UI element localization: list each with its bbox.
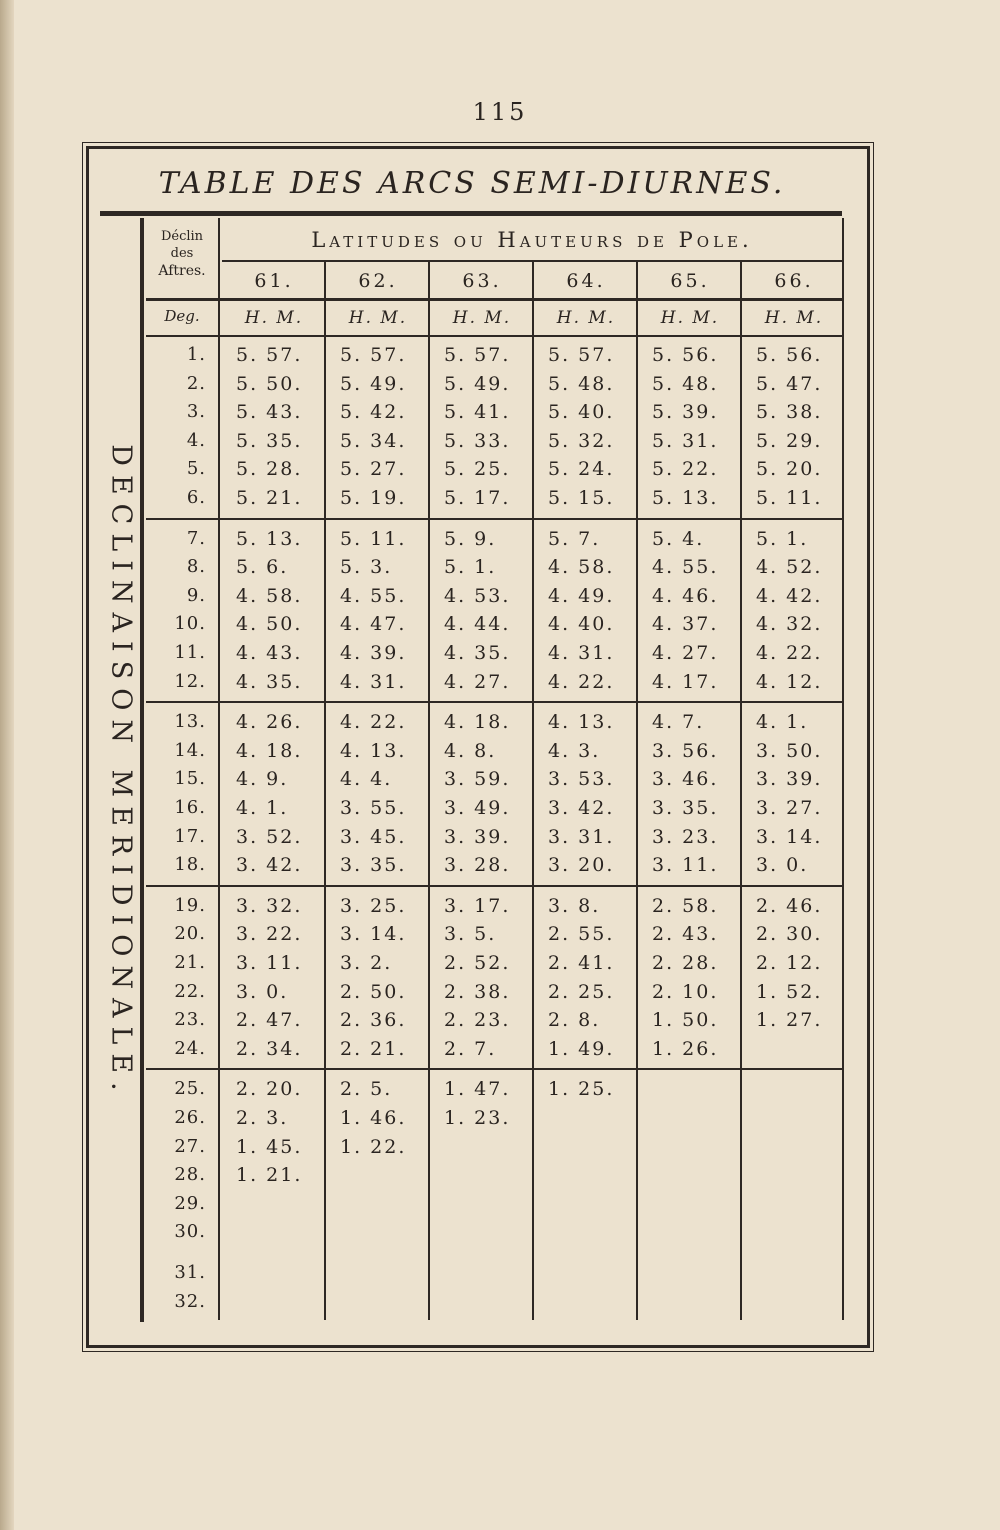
latitude-column-62: 62. bbox=[358, 270, 398, 292]
arc-value: 5. 57. bbox=[444, 344, 511, 366]
arc-value: 5. 31. bbox=[652, 429, 719, 452]
arc-value: 5. 24. bbox=[548, 458, 615, 481]
declination-degree: 9. bbox=[186, 584, 206, 606]
declin-label-2: des bbox=[170, 246, 194, 261]
title-rule bbox=[100, 211, 842, 216]
arc-value: 5. 41. bbox=[444, 401, 511, 424]
arc-value: 5. 19. bbox=[340, 487, 407, 509]
arc-value: 4. 46. bbox=[652, 584, 719, 607]
arc-value: 3. 42. bbox=[548, 797, 615, 819]
arc-value: 2. 41. bbox=[548, 952, 615, 974]
arc-value: 5. 27. bbox=[340, 458, 407, 481]
arc-value: 4. 27. bbox=[444, 670, 511, 693]
arc-value: 5. 39. bbox=[652, 401, 719, 424]
arc-value: 4. 39. bbox=[340, 642, 407, 664]
arc-value: 5. 1. bbox=[756, 527, 809, 550]
arc-value: 3. 5. bbox=[444, 923, 497, 946]
arc-value: 3. 17. bbox=[444, 894, 511, 917]
page-edge-shadow bbox=[0, 0, 14, 1530]
arc-value: 3. 42. bbox=[236, 854, 303, 877]
arc-value: 4. 43. bbox=[236, 642, 303, 664]
arc-value: 5. 47. bbox=[756, 372, 823, 395]
arc-value: 4. 47. bbox=[340, 613, 407, 636]
arc-value: 5. 56. bbox=[756, 344, 823, 366]
arc-value: 3. 8. bbox=[548, 894, 601, 917]
arc-value: 3. 46. bbox=[652, 768, 719, 791]
latitude-column-61: 61. bbox=[254, 270, 294, 292]
declination-degree: 20. bbox=[174, 923, 206, 945]
arc-value: 5. 4. bbox=[652, 527, 705, 550]
arc-value: 3. 50. bbox=[756, 739, 823, 762]
arc-value: 1. 46. bbox=[340, 1107, 407, 1129]
latitude-column-63: 63. bbox=[462, 270, 502, 292]
arc-value: 4. 4. bbox=[340, 768, 393, 791]
arc-value: 2. 7. bbox=[444, 1037, 497, 1060]
arc-value: 4. 50. bbox=[236, 613, 303, 636]
declination-degree: 19. bbox=[174, 894, 206, 916]
arc-value: 3. 0. bbox=[756, 854, 809, 877]
arc-value: 5. 50. bbox=[236, 372, 303, 395]
arc-value: 3. 39. bbox=[444, 825, 511, 848]
declination-degree: 22. bbox=[174, 980, 206, 1002]
arc-value: 2. 12. bbox=[756, 952, 823, 974]
arc-value: 5. 57. bbox=[236, 344, 303, 366]
deg-label: Deg. bbox=[164, 307, 200, 325]
column-rule bbox=[636, 262, 638, 1320]
arc-value: 4. 9. bbox=[236, 768, 289, 791]
arc-value: 2. 30. bbox=[756, 923, 823, 946]
subheader-rule bbox=[146, 335, 842, 337]
declination-degree: 29. bbox=[174, 1192, 206, 1214]
arc-value: 5. 43. bbox=[236, 401, 303, 424]
arc-value: 2. 50. bbox=[340, 980, 407, 1003]
arc-value: 3. 39. bbox=[756, 768, 823, 791]
arc-value: 4. 35. bbox=[444, 642, 511, 664]
arc-value: 3. 20. bbox=[548, 854, 615, 877]
arc-value: 5. 42. bbox=[340, 401, 407, 424]
arc-value: 2. 55. bbox=[548, 923, 615, 946]
columns-rule bbox=[146, 298, 842, 301]
arc-value: 4. 1. bbox=[236, 797, 289, 819]
arc-value: 2. 20. bbox=[236, 1078, 303, 1101]
declination-degree: 30. bbox=[174, 1221, 206, 1243]
declin-label-3: Aftres. bbox=[158, 263, 206, 279]
arc-value: 5. 9. bbox=[444, 527, 497, 550]
arc-value: 2. 5. bbox=[340, 1078, 393, 1101]
arc-value: 5. 48. bbox=[548, 372, 615, 395]
arc-value: 1. 49. bbox=[548, 1037, 615, 1060]
arc-value: 3. 49. bbox=[444, 797, 511, 819]
declination-degree: 32. bbox=[174, 1290, 206, 1312]
arc-value: 4. 32. bbox=[756, 613, 823, 636]
arc-value: 5. 28. bbox=[236, 458, 303, 481]
arc-value: 5. 15. bbox=[548, 487, 615, 509]
declination-degree: 14. bbox=[174, 739, 206, 761]
arc-value: 4. 7. bbox=[652, 711, 705, 734]
arc-value: 2. 52. bbox=[444, 952, 511, 974]
arc-value: 3. 22. bbox=[236, 923, 303, 946]
arc-value: 3. 11. bbox=[652, 854, 719, 877]
arc-value: 3. 31. bbox=[548, 825, 615, 848]
arc-value: 4. 35. bbox=[236, 670, 303, 693]
arc-value: 2. 23. bbox=[444, 1009, 511, 1032]
hm-label-66: H. M. bbox=[764, 308, 824, 328]
arc-value: 4. 18. bbox=[236, 739, 303, 762]
hm-label-61: H. M. bbox=[244, 308, 304, 328]
arc-value: 3. 27. bbox=[756, 797, 823, 819]
arc-value: 2. 8. bbox=[548, 1009, 601, 1032]
arc-value: 2. 38. bbox=[444, 980, 511, 1003]
arc-value: 2. 43. bbox=[652, 923, 719, 946]
table-title: TABLE DES ARCS SEMI-DIURNES. bbox=[158, 166, 786, 201]
arc-value: 1. 25. bbox=[548, 1078, 615, 1101]
declination-degree: 16. bbox=[174, 797, 206, 818]
arc-value: 5. 40. bbox=[548, 401, 615, 424]
arc-value: 5. 35. bbox=[236, 429, 303, 452]
declination-degree: 8. bbox=[186, 556, 206, 578]
declination-degree: 18. bbox=[174, 854, 206, 876]
arc-value: 4. 13. bbox=[548, 711, 615, 734]
arc-value: 1. 50. bbox=[652, 1009, 719, 1032]
declination-degree: 12. bbox=[174, 670, 206, 692]
arc-value: 3. 35. bbox=[340, 854, 407, 877]
arc-value: 5. 13. bbox=[236, 527, 303, 550]
declination-degree: 2. bbox=[186, 372, 206, 394]
arc-value: 2. 58. bbox=[652, 894, 719, 917]
arc-value: 1. 47. bbox=[444, 1078, 511, 1101]
arc-value: 3. 52. bbox=[236, 825, 303, 848]
arc-value: 1. 27. bbox=[756, 1009, 823, 1032]
arc-value: 5. 57. bbox=[340, 344, 407, 366]
arc-value: 5. 21. bbox=[236, 487, 303, 509]
arc-value: 4. 55. bbox=[652, 556, 719, 579]
arc-value: 5. 1. bbox=[444, 556, 497, 579]
arc-value: 4. 1. bbox=[756, 711, 809, 734]
declination-degree: 26. bbox=[174, 1107, 206, 1128]
arc-value: 2. 34. bbox=[236, 1037, 303, 1060]
arc-value: 2. 3. bbox=[236, 1107, 289, 1129]
arc-value: 2. 46. bbox=[756, 894, 823, 917]
arc-value: 1. 22. bbox=[340, 1135, 407, 1158]
group-rule bbox=[146, 1068, 842, 1070]
arc-value: 1. 52. bbox=[756, 980, 823, 1003]
arc-value: 5. 29. bbox=[756, 429, 823, 452]
arc-value: 5. 11. bbox=[756, 487, 823, 509]
declination-degree: 5. bbox=[186, 458, 206, 480]
group-rule bbox=[146, 518, 842, 520]
declination-degree: 7. bbox=[186, 527, 206, 549]
group-rule bbox=[146, 885, 842, 887]
arc-value: 4. 3. bbox=[548, 739, 601, 762]
arc-value: 3. 11. bbox=[236, 952, 303, 974]
arc-value: 2. 47. bbox=[236, 1009, 303, 1032]
group-rule bbox=[146, 701, 842, 703]
arc-value: 4. 12. bbox=[756, 670, 823, 693]
arc-value: 5. 33. bbox=[444, 429, 511, 452]
declination-degree: 17. bbox=[174, 825, 206, 847]
arc-value: 4. 58. bbox=[236, 584, 303, 607]
arc-value: 5. 38. bbox=[756, 401, 823, 424]
arc-value: 4. 31. bbox=[548, 642, 615, 664]
arc-value: 4. 44. bbox=[444, 613, 511, 636]
declination-degree: 3. bbox=[186, 401, 206, 423]
arc-value: 5. 6. bbox=[236, 556, 289, 579]
declination-degree: 31. bbox=[174, 1262, 206, 1283]
declination-side-label: DECLINAISON MERIDIONALE. bbox=[105, 444, 137, 1100]
arc-value: 3. 0. bbox=[236, 980, 289, 1003]
arc-value: 3. 25. bbox=[340, 894, 407, 917]
latitude-column-65: 65. bbox=[670, 270, 710, 292]
arc-value: 5. 48. bbox=[652, 372, 719, 395]
latitudes-heading: Latitudes ou Hauteurs de Pole. bbox=[311, 228, 753, 252]
declination-degree: 23. bbox=[174, 1009, 206, 1031]
declination-degree: 13. bbox=[174, 711, 206, 733]
arc-value: 5. 7. bbox=[548, 527, 601, 550]
arc-value: 3. 56. bbox=[652, 739, 719, 762]
latitude-column-64: 64. bbox=[566, 270, 606, 292]
arc-value: 3. 14. bbox=[340, 923, 407, 946]
sidebar-rule bbox=[140, 218, 144, 1322]
arc-value: 3. 35. bbox=[652, 797, 719, 819]
declination-degree: 28. bbox=[174, 1164, 206, 1186]
arc-value: 5. 17. bbox=[444, 487, 511, 509]
arc-value: 4. 52. bbox=[756, 556, 823, 579]
arc-value: 3. 23. bbox=[652, 825, 719, 848]
arc-value: 4. 22. bbox=[340, 711, 407, 734]
arc-value: 5. 11. bbox=[340, 527, 407, 550]
arc-value: 1. 26. bbox=[652, 1037, 719, 1060]
arc-value: 2. 25. bbox=[548, 980, 615, 1003]
arc-value: 5. 20. bbox=[756, 458, 823, 481]
arc-value: 5. 49. bbox=[444, 372, 511, 395]
hm-label-62: H. M. bbox=[348, 308, 408, 328]
column-rule bbox=[842, 218, 844, 1320]
arc-value: 3. 32. bbox=[236, 894, 303, 917]
hm-label-65: H. M. bbox=[660, 308, 720, 328]
arc-value: 5. 13. bbox=[652, 487, 719, 509]
arc-value: 3. 2. bbox=[340, 952, 393, 974]
declination-degree: 10. bbox=[174, 613, 206, 635]
arc-value: 4. 53. bbox=[444, 584, 511, 607]
declination-degree: 25. bbox=[174, 1078, 206, 1100]
arc-value: 5. 34. bbox=[340, 429, 407, 452]
arc-value: 4. 40. bbox=[548, 613, 615, 636]
arc-value: 4. 55. bbox=[340, 584, 407, 607]
arc-value: 3. 14. bbox=[756, 825, 823, 848]
arc-value: 4. 13. bbox=[340, 739, 407, 762]
declination-degree: 24. bbox=[174, 1037, 206, 1059]
declination-degree: 1. bbox=[186, 344, 206, 365]
arc-value: 5. 32. bbox=[548, 429, 615, 452]
arc-value: 3. 59. bbox=[444, 768, 511, 791]
arc-value: 4. 42. bbox=[756, 584, 823, 607]
arc-value: 1. 45. bbox=[236, 1135, 303, 1158]
arc-value: 5. 25. bbox=[444, 458, 511, 481]
latitude-column-66: 66. bbox=[774, 270, 814, 292]
declination-degree: 11. bbox=[174, 642, 206, 663]
arc-value: 4. 17. bbox=[652, 670, 719, 693]
arc-value: 4. 31. bbox=[340, 670, 407, 693]
arc-value: 3. 28. bbox=[444, 854, 511, 877]
arc-value: 3. 55. bbox=[340, 797, 407, 819]
arc-value: 2. 10. bbox=[652, 980, 719, 1003]
declin-label-1: Déclin bbox=[160, 229, 204, 244]
arc-value: 2. 28. bbox=[652, 952, 719, 974]
arc-value: 4. 49. bbox=[548, 584, 615, 607]
arc-value: 5. 57. bbox=[548, 344, 615, 366]
arc-value: 4. 22. bbox=[756, 642, 823, 664]
arc-value: 5. 56. bbox=[652, 344, 719, 366]
hm-label-63: H. M. bbox=[452, 308, 512, 328]
declination-degree: 4. bbox=[186, 429, 206, 451]
arc-value: 3. 45. bbox=[340, 825, 407, 848]
declination-degree: 21. bbox=[174, 952, 206, 973]
arc-value: 1. 21. bbox=[236, 1164, 303, 1187]
arc-value: 4. 8. bbox=[444, 739, 497, 762]
column-rule bbox=[218, 218, 220, 1320]
arc-value: 1. 23. bbox=[444, 1107, 511, 1129]
declination-degree: 27. bbox=[174, 1135, 206, 1157]
hm-label-64: H. M. bbox=[556, 308, 616, 328]
page-number: 115 bbox=[472, 98, 528, 126]
arc-value: 4. 37. bbox=[652, 613, 719, 636]
declination-degree: 15. bbox=[174, 768, 206, 790]
column-rule bbox=[532, 262, 534, 1320]
arc-value: 4. 22. bbox=[548, 670, 615, 693]
column-rule bbox=[324, 262, 326, 1320]
arc-value: 5. 49. bbox=[340, 372, 407, 395]
arc-value: 3. 53. bbox=[548, 768, 615, 791]
arc-value: 5. 3. bbox=[340, 556, 393, 579]
arc-value: 4. 58. bbox=[548, 556, 615, 579]
declination-degree: 6. bbox=[186, 487, 206, 508]
arc-value: 5. 22. bbox=[652, 458, 719, 481]
column-rule bbox=[428, 262, 430, 1320]
arc-value: 4. 26. bbox=[236, 711, 303, 734]
arc-value: 2. 36. bbox=[340, 1009, 407, 1032]
column-rule bbox=[740, 262, 742, 1320]
arc-value: 2. 21. bbox=[340, 1037, 407, 1060]
arc-value: 4. 18. bbox=[444, 711, 511, 734]
arc-value: 4. 27. bbox=[652, 642, 719, 664]
